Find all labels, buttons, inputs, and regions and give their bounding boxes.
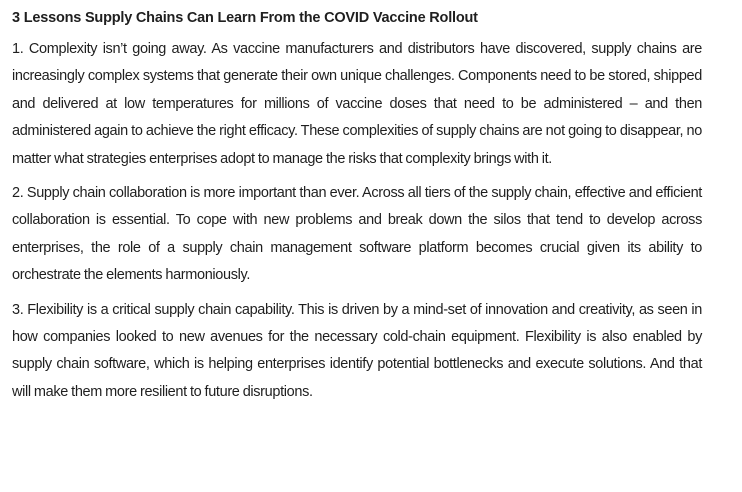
- paragraph-collaboration: 2. Supply chain collaboration is more important than ever. Across all tiers of the supply chain, effective and efficient collaboration is essential. To cope with new problems and break down the silos that tend to develop across enterprises, the role of a supply chain management software platform becomes crucial given its ability to orchestrate the elements harmoniously.: [12, 185, 702, 284]
- paragraph-flexibility: 3. Flexibility is a critical supply chain capability. This is driven by a mind-set of innovation and creativity, as seen in how companies looked to new avenues for the necessary cold-chain equipment. Flexibility is also enabled by supply chain software, which is helping enterprises identify potential bottlenecks and execute solutions. And that will make them more resilient to future disruptions.: [12, 301, 702, 400]
- article: [12, 8, 702, 413]
- article-title: 3 Lessons Supply Chains Can Learn From the COVID Vaccine Rollout: [12, 10, 478, 26]
- paragraph-complexity: 1. Complexity isn’t going away. As vaccine manufacturers and distributors have discovered, supply chains are increasingly complex systems that generate their own unique challenges. Components need to be stored, shipped and delivered at low temperatures for millions of vaccine doses that need to be administered – and then administered again to achieve the right efficacy. These complexities of supply chains are not going to disappear, no matter what strategies enterprises adopt to manage the risks that complexity brings with it.: [12, 41, 702, 167]
